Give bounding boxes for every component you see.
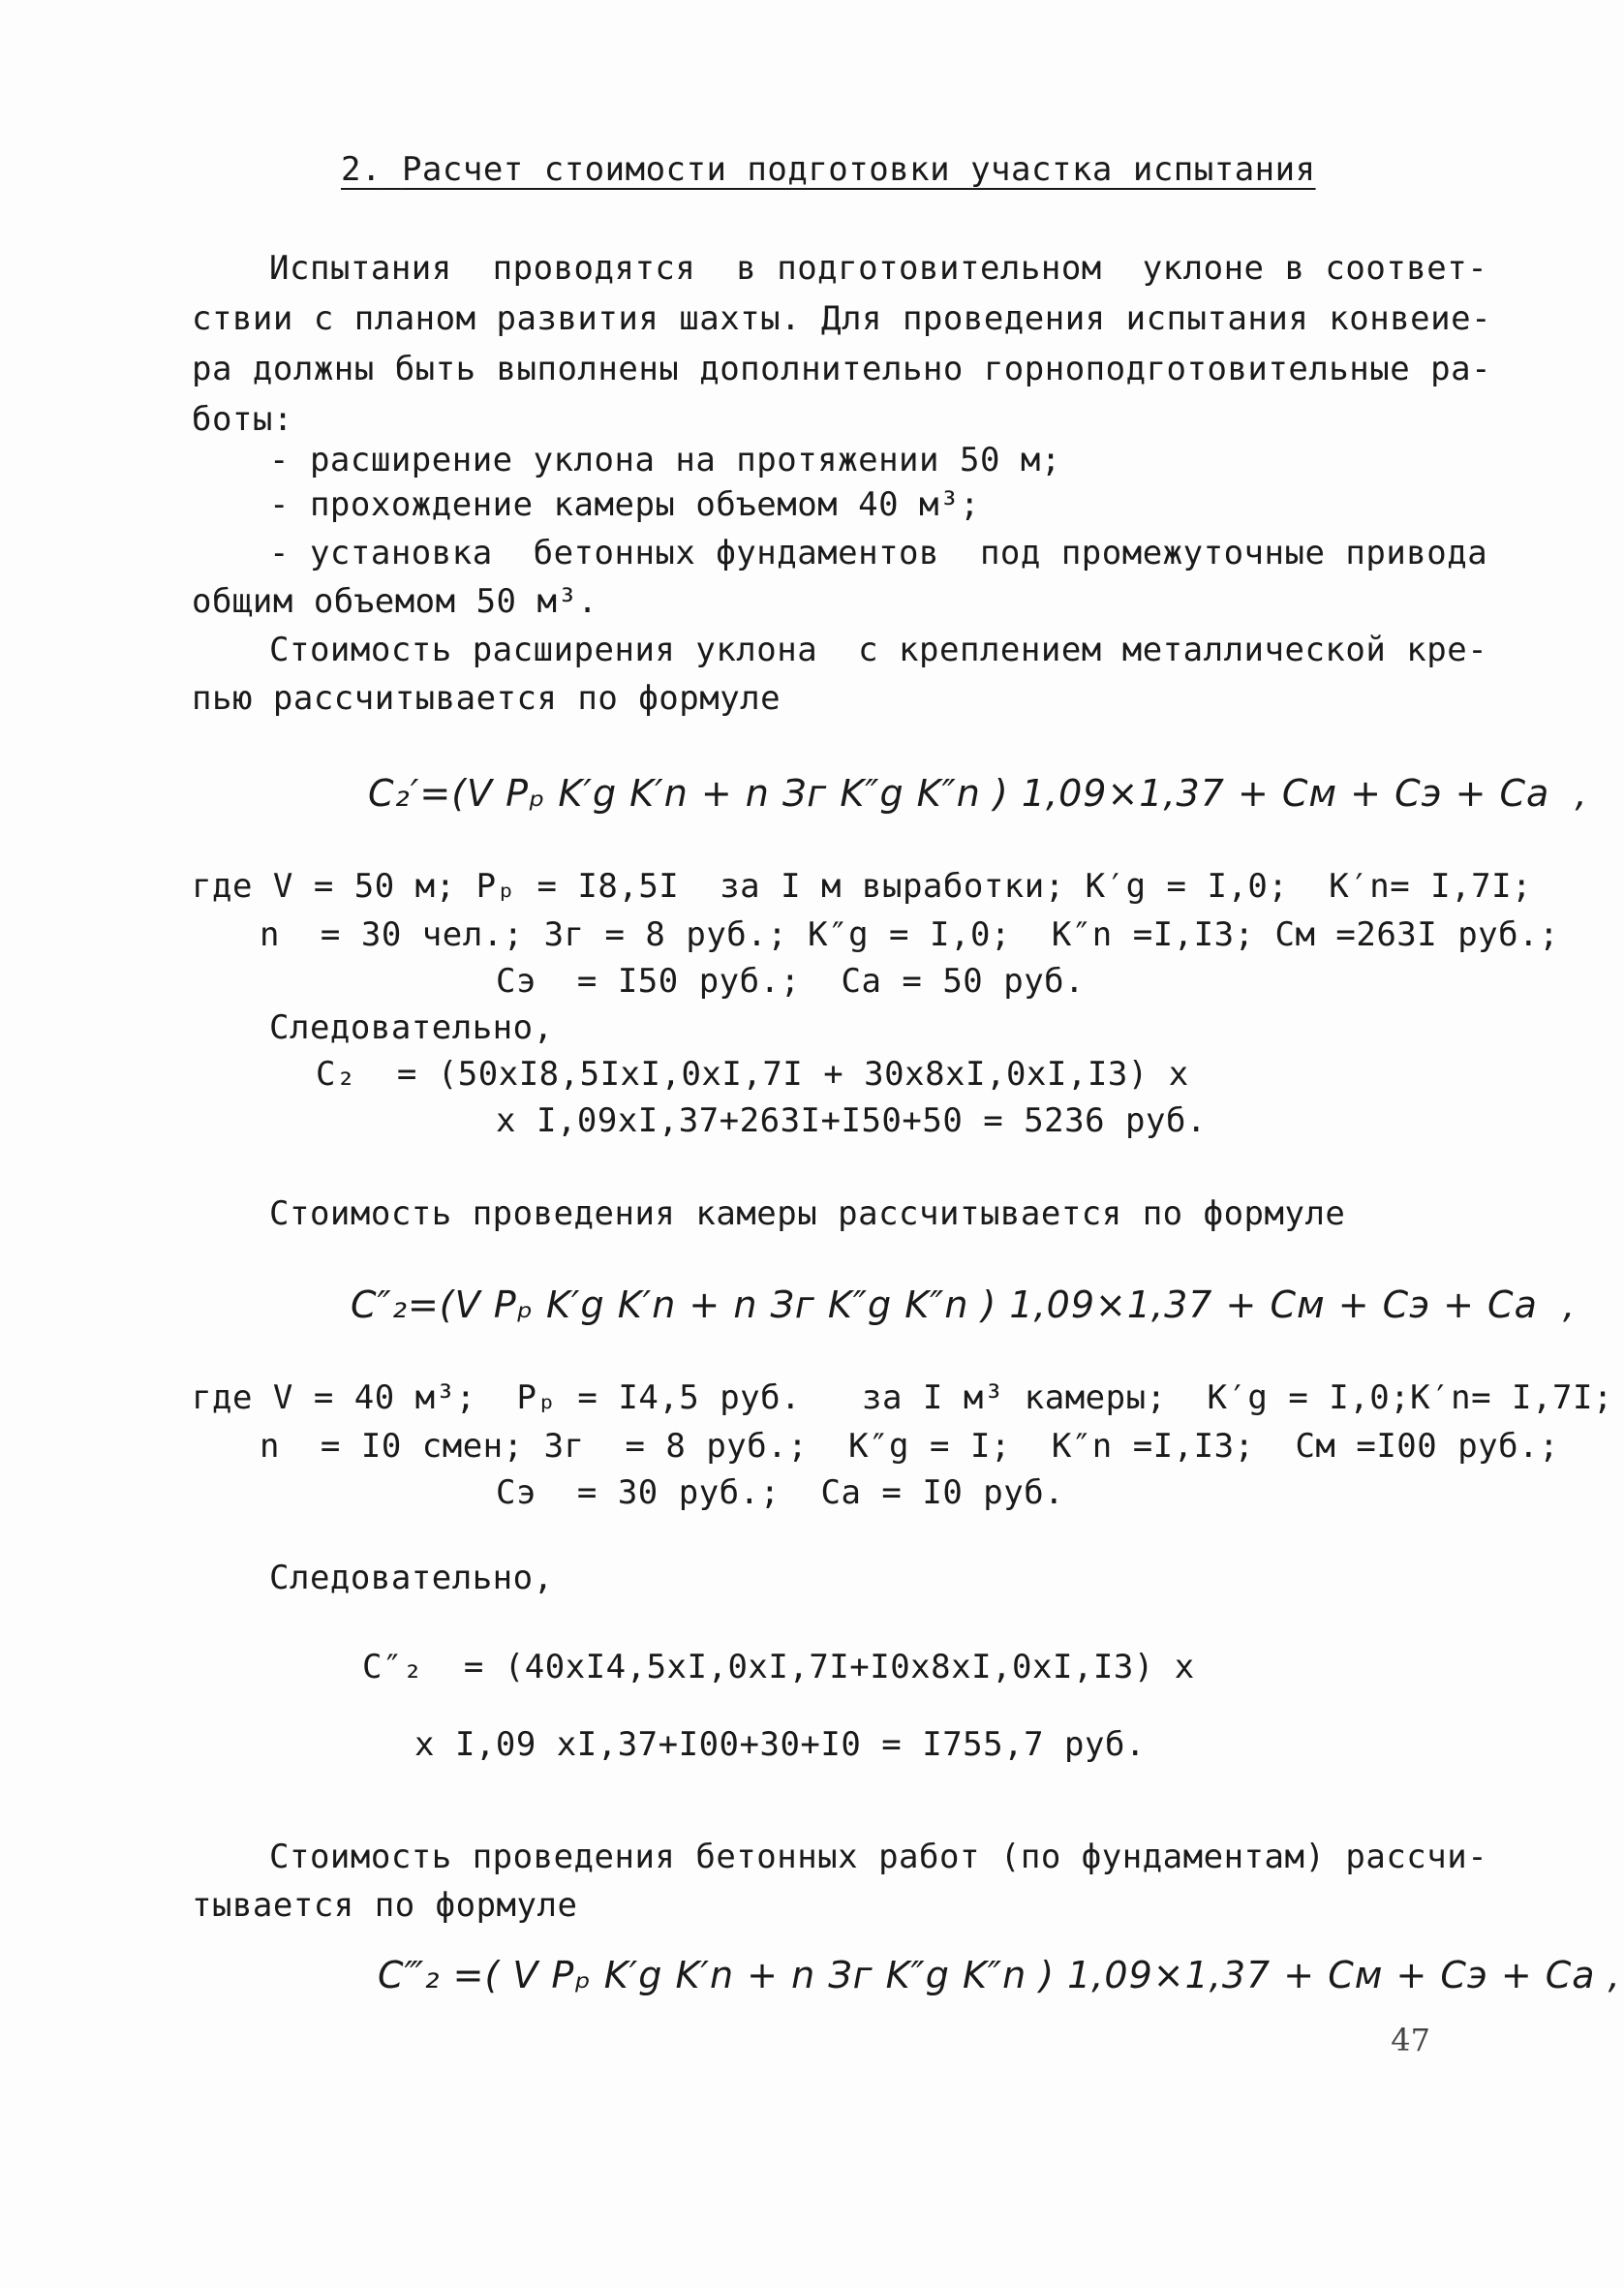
where-line: Cэ = 30 руб.; Ca = I0 руб. [496,1473,1065,1512]
where-line: где V = 40 м³; Pₚ = I4,5 руб. за I м³ камеры; K′g = I,0;K′n= I,7I; [192,1378,1613,1417]
intro-line: боты: [192,400,293,439]
list-item: - расширение уклона на протяжении 50 м; [269,441,1061,479]
formula-c2-double-prime: C″₂=(V Pₚ K′g K′n + n Зг K″g K″n ) 1,09×1,37 + Cм + Cэ + Ca , [351,1283,1577,1326]
where-line: Cэ = I50 руб.; Ca = 50 руб. [496,962,1086,1001]
intro-line: ствии с планом развития шахты. Для проведения испытания конвеие- [192,299,1492,338]
calculation-line: x I,09 xI,37+I00+30+I0 = I755,7 руб. [414,1725,1146,1764]
intro-line: Испытания проводятся в подготовительном уклоне в соответ- [269,249,1488,288]
where-line: где V = 50 м; Pₚ = I8,5I за I м выработки; K′g = I,0; K′n= I,7I; [192,867,1533,906]
hence-label: Следовательно, [269,1008,554,1047]
list-item: - установка бетонных фундаментов под промежуточные привода [269,534,1488,572]
paragraph-line: пью рассчитывается по формуле [192,679,781,718]
hence-label: Следовательно, [269,1559,554,1597]
calculation-line: x I,09xI,37+263I+I50+50 = 5236 руб. [496,1101,1207,1140]
formula-c2-triple-prime: C‴₂ =( V Pₚ K′g K′n + n Зг K″g K″n ) 1,09×1,37 + Cм + Cэ + Ca , [378,1954,1621,1996]
paragraph-line: Стоимость расширения уклона с креплением металлической кре- [269,631,1488,669]
section-title: Расчет стоимости подготовки участка испытания [401,150,1316,189]
formula-c2-prime: C₂′=(V Pₚ K′g K′n + n Зг K″g K″n ) 1,09×1,37 + Cм + Cэ + Ca , [368,772,1588,815]
section-heading [341,150,1316,189]
paragraph-line: тывается по формуле [192,1886,578,1925]
list-item: - прохождение камеры объемом 40 м³; [269,485,980,524]
calculation-line: C″₂ = (40xI4,5xI,0xI,7I+I0x8xI,0xI,I3) x [362,1648,1195,1686]
where-line: n = 30 чел.; Зг = 8 руб.; K″g = I,0; K″n =I,I3; Cм =263I руб.; [260,915,1560,954]
where-line: n = I0 смен; Зг = 8 руб.; K″g = I; K″n =I,I3; Cм =I00 руб.; [260,1427,1560,1466]
paragraph-line: Стоимость проведения бетонных работ (по фундаментам) рассчи- [269,1838,1488,1876]
section-number: 2. [341,150,382,189]
calculation-line: C₂ = (50xI8,5IxI,0xI,7I + 30x8xI,0xI,I3) x [316,1055,1189,1094]
page-number: 47 [1391,2022,1430,2058]
list-item-continued: общим объемом 50 м³. [192,582,598,621]
paragraph-line: Стоимость проведения камеры рассчитывается по формуле [269,1194,1346,1233]
intro-line: ра должны быть выполнены дополнительно горноподготовительные ра- [192,350,1492,388]
